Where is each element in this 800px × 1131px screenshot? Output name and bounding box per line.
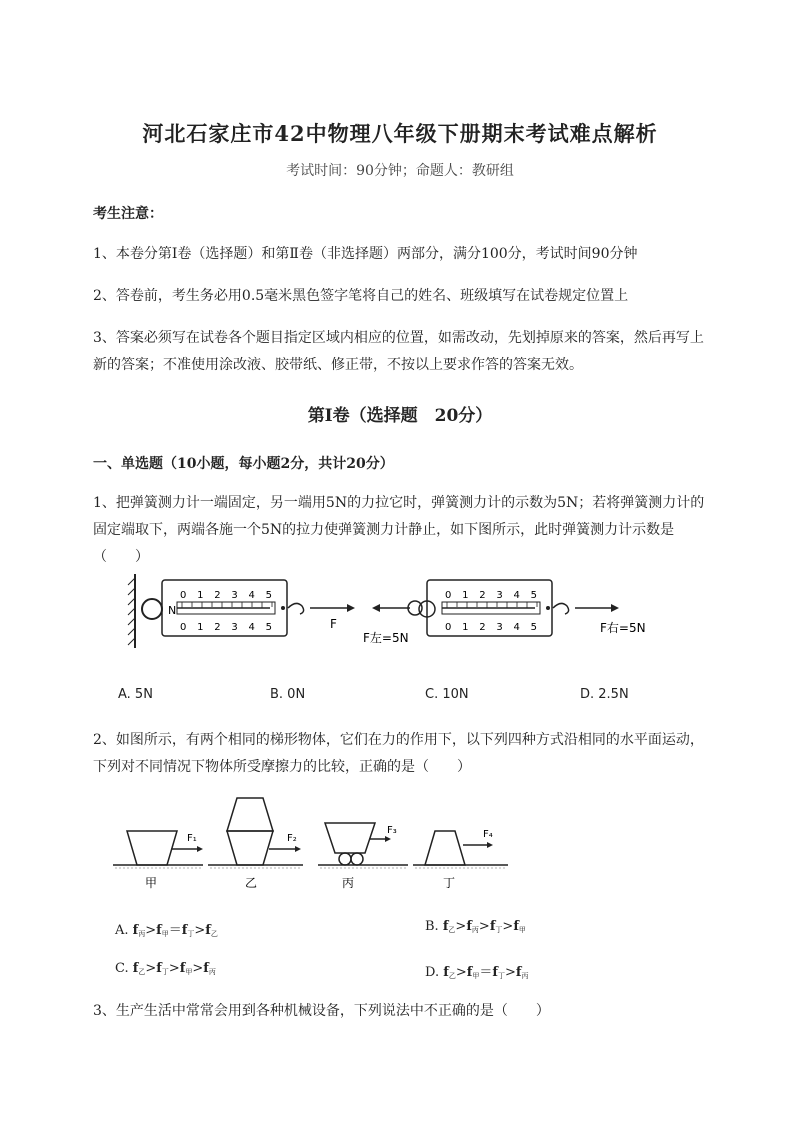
figure-label-ding: 丁 [443,876,456,890]
q2-option-d[interactable]: D. $f_乙>f_甲=f_丁>f_丙$ [425,965,529,980]
force-f2: F₂ [287,833,297,844]
force-f4: F₄ [483,829,493,840]
spring-scale-right [363,580,646,645]
figure-label-jia: 甲 [145,876,158,890]
notice-item-2: 2、答卷前，考生务必用0.5毫米黑色签字笔将自己的姓名、班级填写在试卷规定位置上 [93,288,629,304]
scale-bottom-numbers-right: 0 1 2 3 4 5 [445,622,537,633]
question-1-stem: 1、把弹簧测力计一端固定，另一端用5N的力拉它时，弹簧测力计的示数为5N；若将弹簧测力计的固定端取下，两端各施一个5N的拉力使弹簧测力计静止，如下图所示，此时弹簧测力计示数是（ ） [93,495,705,565]
figure-label-bing: 丙 [342,876,355,890]
spring-scale-figure [125,568,665,658]
q2-option-a[interactable]: A. $f_丙>f_甲=f_丁>f_乙$ [115,923,218,938]
scale-top-numbers-right: 0 1 2 3 4 5 [445,590,537,601]
force-label-left: F [330,617,337,631]
scale-unit-left: N [168,604,177,617]
scale-top-numbers-left: 0 1 2 3 4 5 [180,590,272,601]
notice-item-1: 1、本卷分第I卷（选择题）和第Ⅱ卷（非选择题）两部分，满分100分，考试时间90分钟 [93,246,638,262]
force-label-mid: F左=5N [363,631,409,645]
q1-option-c[interactable]: C. 10N [425,687,469,702]
force-f3: F₃ [387,825,397,836]
page-title: 河北石家庄市42中物理八年级下册期末考试难点解析 [142,121,658,146]
q1-option-d[interactable]: D. 2.5N [580,687,629,702]
q2-option-c[interactable]: C. $f_乙>f_丁>f_甲>f_丙$ [115,961,216,976]
scale-bottom-numbers-left: 0 1 2 3 4 5 [180,622,272,633]
notice-item-3: 3、答案必须写在试卷各个题目指定区域内相应的位置，如需改动，先划掉原来的答案，然后再写上新的答案；不准使用涂改液、胶带纸、修正带，不按以上要求作答的答案无效。 [93,330,704,373]
spring-scale-left [142,580,355,636]
section-title: 第I卷（选择题 20分） [307,406,493,426]
question-2-stem: 2、如图所示，有两个相同的梯形物体，它们在力的作用下，以下列四种方式沿相同的水平面运动，下列对不同情况下物体所受摩擦力的比较，正确的是（ ） [93,732,704,775]
force-f1: F₁ [187,833,197,844]
page-subtitle: 考试时间：90分钟；命题人：教研组 [286,163,514,179]
notice-heading: 考生注意： [93,206,163,222]
q1-option-a[interactable]: A. 5N [118,687,153,702]
part-heading: 一、单选题（10小题，每小题2分，共计20分） [93,456,394,472]
force-label-right: F右=5N [600,621,646,635]
q2-option-b[interactable]: B. $f_乙>f_丙>f_丁>f_甲$ [425,919,526,934]
q1-option-b[interactable]: B. 0N [270,687,306,702]
figure-label-yi: 乙 [245,876,258,890]
question-3-stem: 3、生产生活中常常会用到各种机械设备，下列说法中不正确的是（ ） [93,1003,550,1019]
trapezoid-friction-figure [113,795,533,900]
